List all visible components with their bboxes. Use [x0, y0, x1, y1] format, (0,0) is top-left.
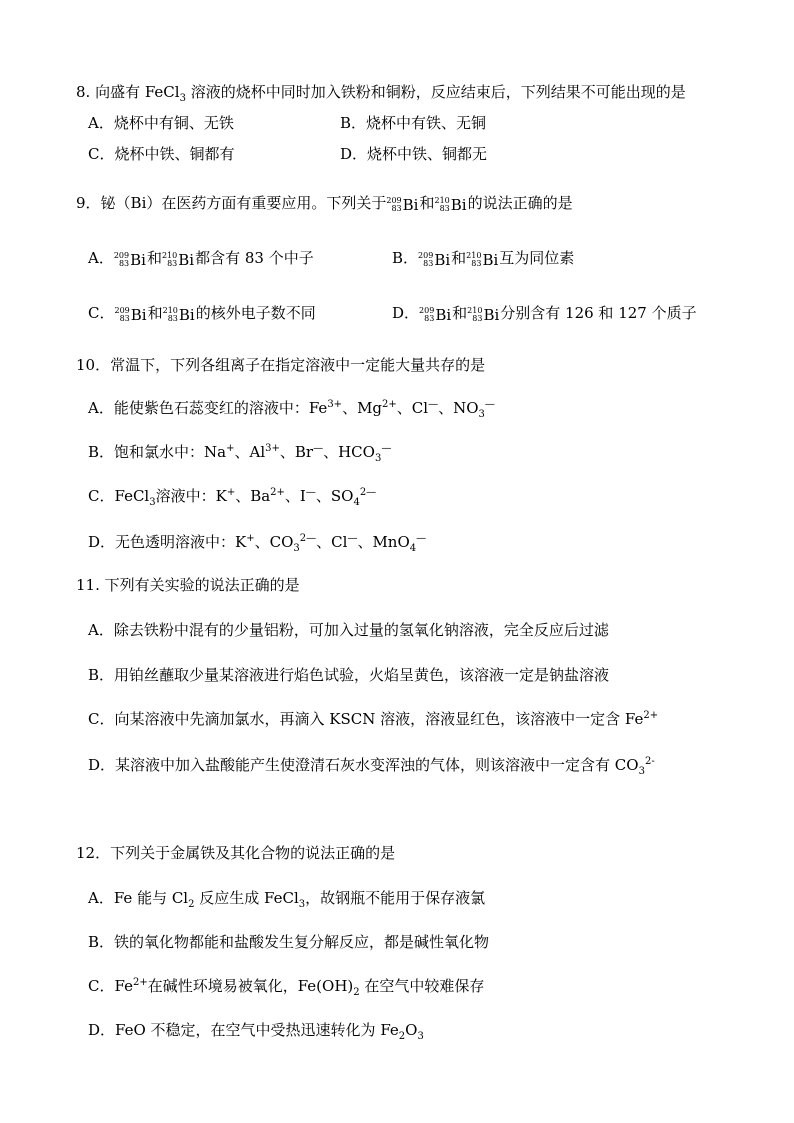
- q9-option-b: B．209 83Bi和210 83Bi互为同位素: [392, 249, 575, 269]
- q11-option-a: A．除去铁粉中混有的少量铝粉，可加入过量的氢氧化钠溶液，完全反应后过滤: [88, 621, 609, 639]
- q10-option-a: A．能使紫色石蕊变红的溶液中：$Fe^{3+}$、$Mg^{2+}$、Cl—、$NO_3^—$: [88, 399, 495, 420]
- q12-option-c: C．$Fe^{2+}$在碱性环境易被氧化，$Fe(OH)_2$ 在空气中较难保存: [88, 977, 485, 998]
- q8-option-d: D．烧杯中铁、铜都无: [340, 145, 488, 163]
- q9-option-a: A．209 83Bi和210 83Bi都含有 83 个中子: [88, 249, 314, 269]
- q11-option-b: B．用铂丝蘸取少量某溶液进行焰色试验，火焰呈黄色，该溶液一定是钠盐溶液: [88, 666, 610, 684]
- nuclide-bi-210: 210 83Bi: [434, 195, 467, 214]
- q10-option-c: C．FeCl$_3$溶液中：K+、$Ba^{2+}$、I—、$SO_4^{2—}$: [88, 487, 377, 508]
- q8-stem: 8. 向盛有 FeCl$_3$ 溶液的烧杯中同时加入铁粉和铜粉，反应结束后，下列结果不可能出现的是: [76, 83, 686, 104]
- q8-option-b: B．烧杯中有铁、无铜: [340, 114, 487, 132]
- q10-stem: 10．常温下，下列各组离子在指定溶液中一定能大量共存的是: [76, 356, 486, 374]
- q10-option-b: B．饱和氯水中：Na+、$Al^{3+}$、Br—、$HCO_3^—$: [88, 443, 392, 464]
- q9-option-c: C．209 83Bi和210 83Bi的核外电子数不同: [88, 304, 316, 324]
- q12-option-d: D．FeO 不稳定，在空气中受热迅速转化为 $Fe_2O_3$: [88, 1021, 424, 1042]
- q8-option-c: C．烧杯中铁、铜都有: [88, 145, 235, 163]
- q10-option-d: D．无色透明溶液中：K+、$CO_3^{2—}$、Cl—、MnO$_4$—: [88, 533, 427, 554]
- q11-option-c: C．向某溶液中先滴加氯水，再滴入 KSCN 溶液，溶液显红色，该溶液中一定含 $Fe^{2+}$: [88, 710, 659, 728]
- nuclide-bi-209: 209 83Bi: [386, 195, 419, 214]
- q12-option-a: A．Fe 能与 $Cl_2$ 反应生成 FeCl$_3$，故钢瓶不能用于保存液氯: [88, 889, 486, 910]
- q12-option-b: B．铁的氧化物都能和盐酸发生复分解反应，都是碱性氧化物: [88, 933, 490, 951]
- q9-stem: 9．铋（Bi）在医药方面有重要应用。下列关于209 83Bi和210 83Bi的说法正确的是: [76, 194, 573, 214]
- q9-option-d: D．209 83Bi和210 83Bi分别含有 126 和 127 个质子: [392, 304, 697, 324]
- q8-option-a: A．烧杯中有铜、无铁: [88, 114, 234, 132]
- q11-option-d: D．某溶液中加入盐酸能产生使澄清石灰水变浑浊的气体，则该溶液中一定含有 $CO_3^{2-}$: [88, 756, 655, 777]
- q11-stem: 11. 下列有关实验的说法正确的是: [76, 576, 300, 594]
- q12-stem: 12．下列关于金属铁及其化合物的说法正确的是: [76, 844, 396, 862]
